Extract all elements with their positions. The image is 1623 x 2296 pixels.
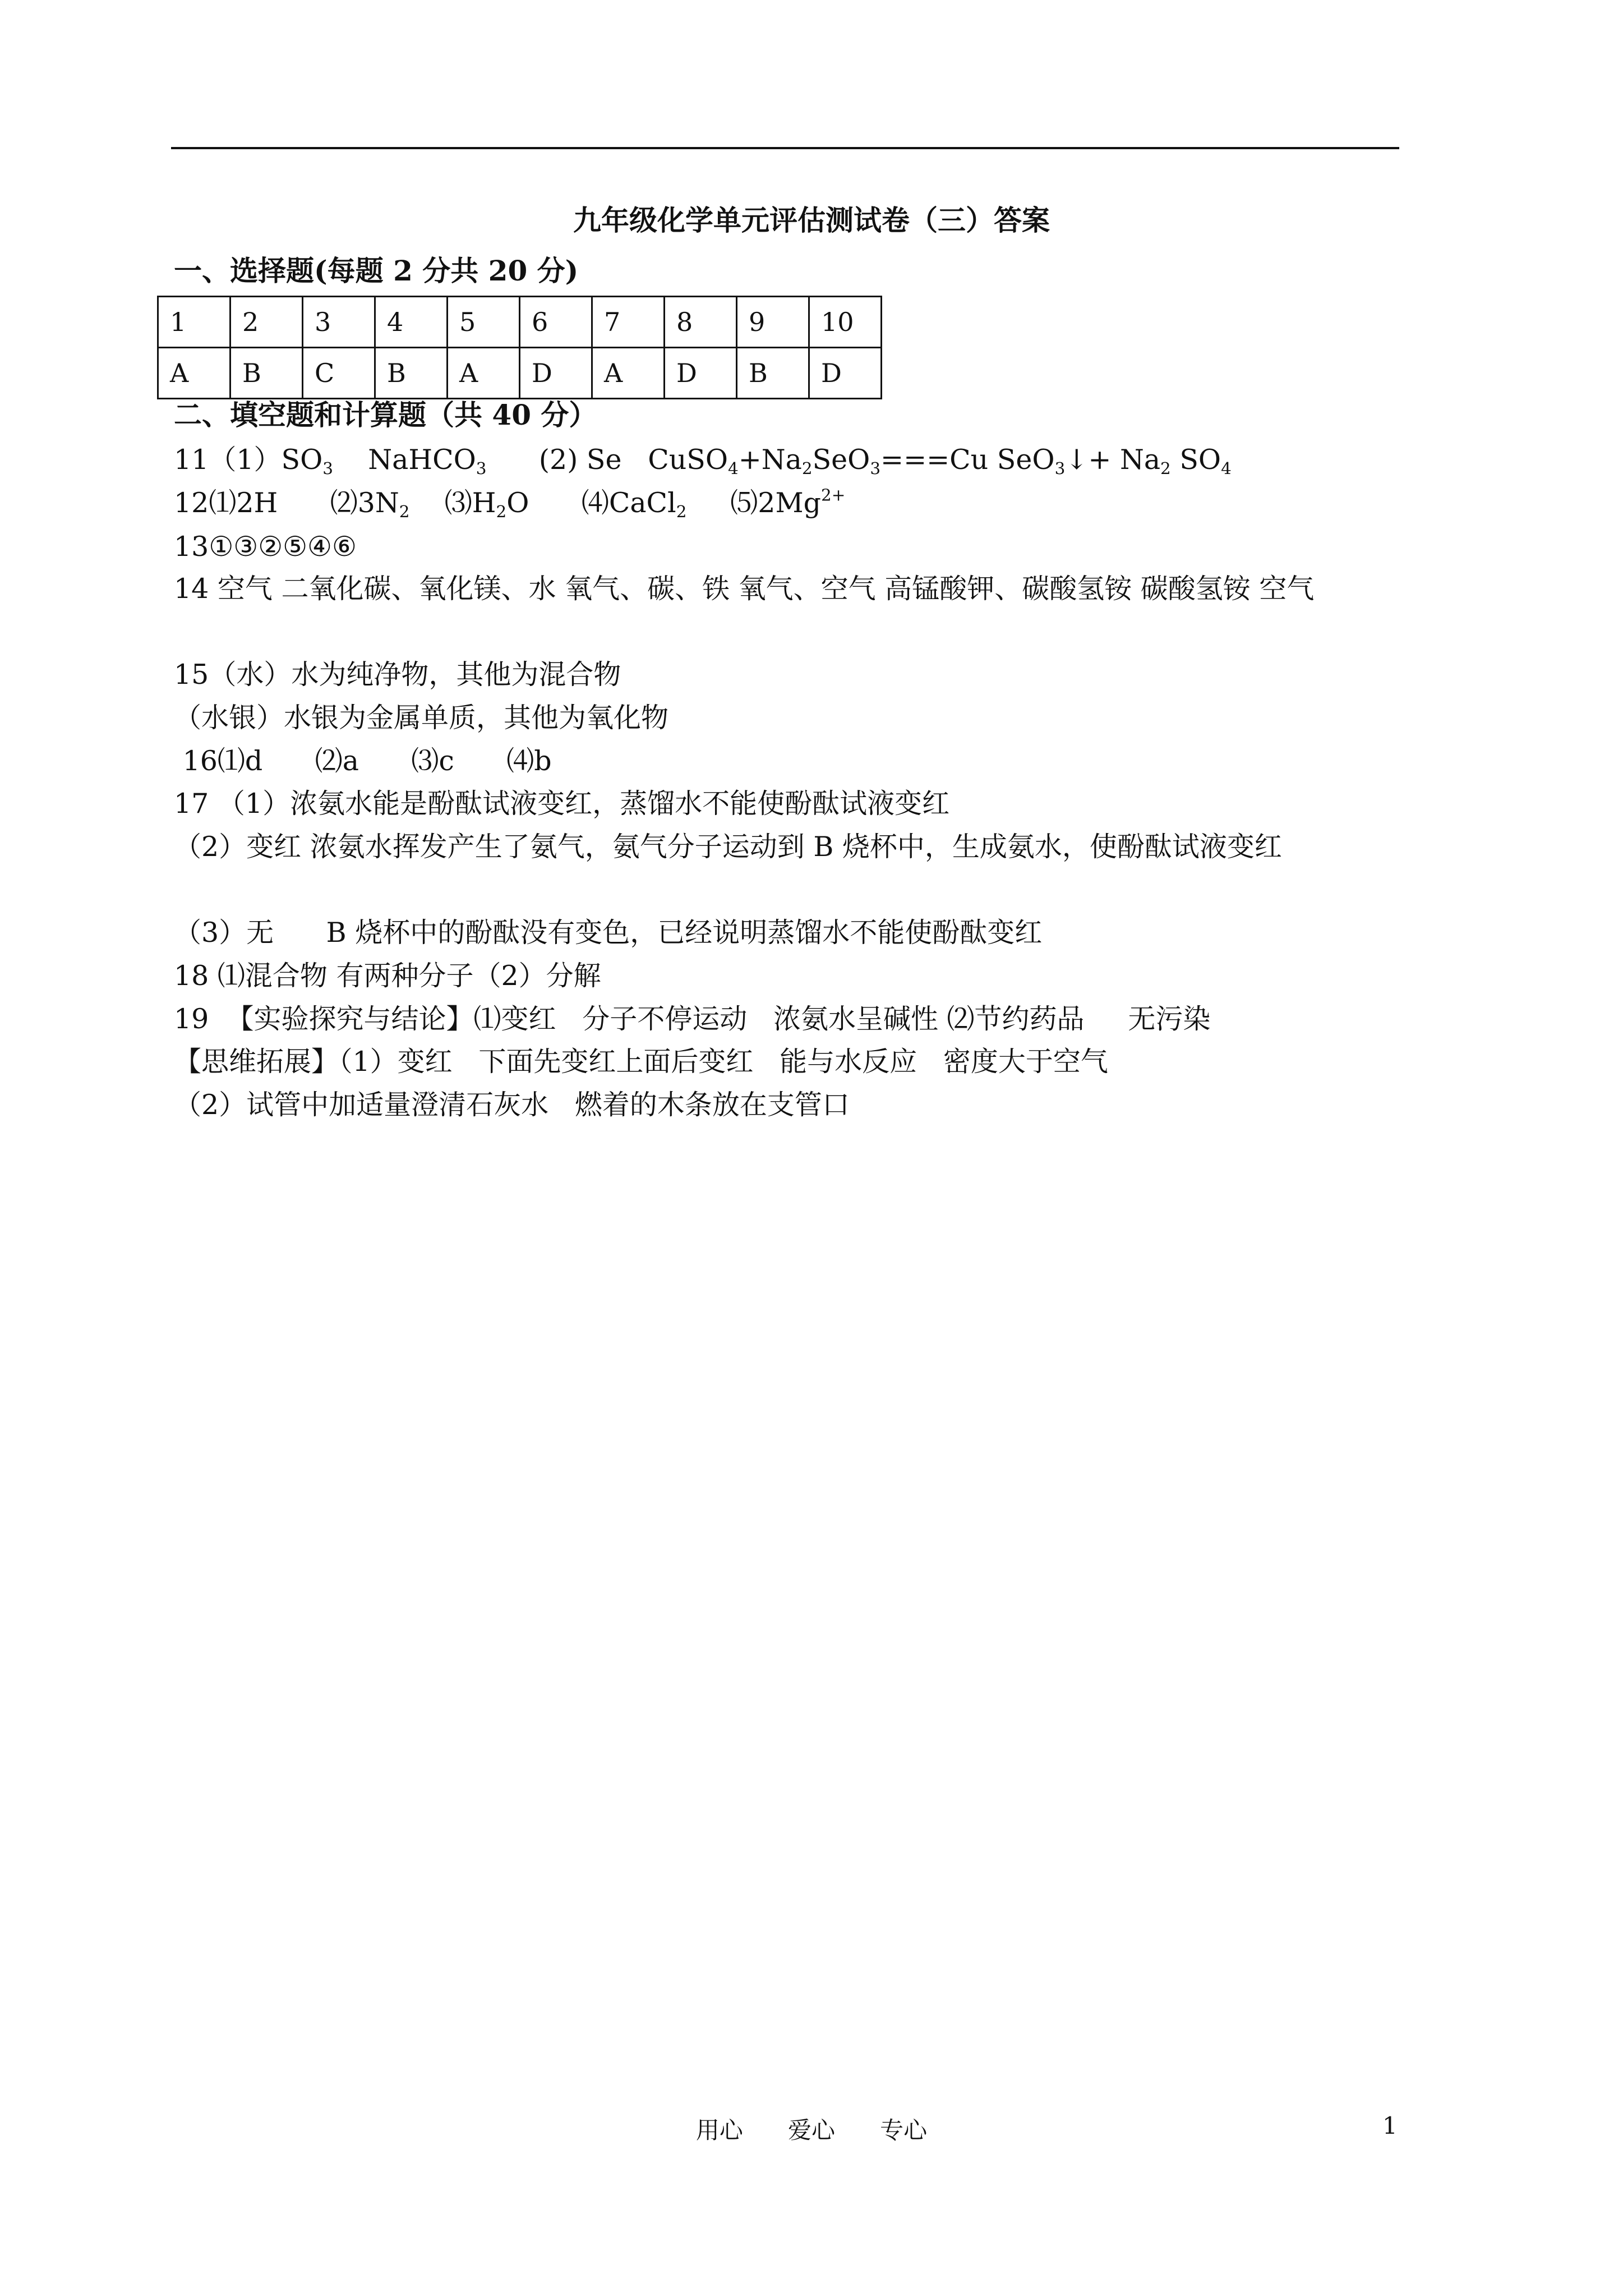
section-2-heading: 二、填空题和计算题（共 40 分） bbox=[174, 398, 597, 431]
text: 12⑴2H ⑵3N bbox=[174, 487, 399, 519]
table-row-numbers bbox=[158, 297, 882, 348]
table-cell: D bbox=[809, 348, 882, 399]
page-title: 九年级化学单元评估测试卷（三）答案 bbox=[573, 204, 1050, 237]
answer-13: 13①③②⑤④⑥ bbox=[174, 531, 357, 563]
text: ↓+ Na bbox=[1065, 444, 1161, 476]
table-cell: A bbox=[448, 348, 520, 399]
subscript: 3 bbox=[476, 458, 487, 478]
table-cell: 5 bbox=[448, 297, 520, 348]
table-cell: 9 bbox=[737, 297, 809, 348]
table-cell: 7 bbox=[592, 297, 665, 348]
table-cell: B bbox=[375, 348, 448, 399]
answer-15-b: （水银）水银为金属单质，其他为氧化物 bbox=[174, 702, 669, 734]
table-cell: D bbox=[520, 348, 592, 399]
table-cell: 2 bbox=[230, 297, 303, 348]
answer-11 bbox=[174, 440, 1232, 480]
subscript: 2 bbox=[801, 458, 813, 478]
subscript: 3 bbox=[870, 458, 881, 478]
table-cell: 6 bbox=[520, 297, 592, 348]
table-cell: 10 bbox=[809, 297, 882, 348]
table-cell: A bbox=[158, 348, 230, 399]
table-cell: C bbox=[303, 348, 375, 399]
text: ⑶H bbox=[409, 487, 496, 519]
answer-12 bbox=[174, 484, 845, 523]
page-footer: 用心 爱心 专心 bbox=[695, 2116, 928, 2144]
subscript: 3 bbox=[322, 458, 333, 478]
subscript: 2 bbox=[1160, 458, 1171, 478]
section-1-heading: 一、选择题(每题 2 分共 20 分) bbox=[174, 254, 579, 287]
table-cell: 3 bbox=[303, 297, 375, 348]
subscript: 4 bbox=[1221, 458, 1232, 478]
text: ⑸2Mg bbox=[686, 487, 822, 519]
text: (2) Se CuSO bbox=[486, 444, 728, 476]
table-cell: 4 bbox=[375, 297, 448, 348]
subscript: 2 bbox=[496, 501, 507, 521]
table-cell: B bbox=[230, 348, 303, 399]
subscript: 3 bbox=[1054, 458, 1066, 478]
table-row-answers bbox=[158, 348, 882, 399]
table-cell: 8 bbox=[665, 297, 737, 348]
superscript: 2+ bbox=[821, 485, 846, 505]
text: 11（1）SO bbox=[174, 444, 323, 476]
text: SeO bbox=[812, 444, 870, 476]
page-number: 1 bbox=[1382, 2112, 1398, 2139]
answer-17-1: 17 （1）浓氨水能是酚酞试液变红，蒸馏水不能使酚酞试液变红 bbox=[174, 788, 950, 820]
answer-18: 18 ⑴混合物 有两种分子（2）分解 bbox=[174, 960, 601, 992]
answer-19-c: （2）试管中加适量澄清石灰水 燃着的木条放在支管口 bbox=[174, 1089, 850, 1121]
table-cell: B bbox=[737, 348, 809, 399]
answer-19-a: 19 【实验探究与结论】⑴变红 分子不停运动 浓氨水呈碱性 ⑵节约药品 无污染 bbox=[174, 1003, 1211, 1035]
text: +Na bbox=[738, 444, 802, 476]
answer-19-b: 【思维拓展】（1）变红 下面先变红上面后变红 能与水反应 密度大于空气 bbox=[174, 1046, 1108, 1078]
subscript: 4 bbox=[728, 458, 739, 478]
answer-table bbox=[157, 296, 882, 399]
answer-17-2: （2）变红 浓氨水挥发产生了氨气，氨气分子运动到 B 烧杯中，生成氨水，使酚酞试液变红 bbox=[174, 831, 1282, 863]
table-cell: 1 bbox=[158, 297, 230, 348]
answer-16: 16⑴d ⑵a ⑶c ⑷b bbox=[174, 745, 552, 777]
subscript: 2 bbox=[399, 501, 410, 521]
text: ===Cu SeO bbox=[880, 444, 1055, 476]
subscript: 2 bbox=[676, 501, 687, 521]
table-cell: A bbox=[592, 348, 665, 399]
answer-14: 14 空气 二氧化碳、氧化镁、水 氧气、碳、铁 氧气、空气 高锰酸钾、碳酸氢铵 碳酸氢铵 空气 bbox=[174, 573, 1315, 605]
table-cell: D bbox=[665, 348, 737, 399]
header-rule bbox=[171, 147, 1399, 149]
answer-17-3: （3）无 B 烧杯中的酚酞没有变色，已经说明蒸馏水不能使酚酞变红 bbox=[174, 917, 1043, 949]
text: SO bbox=[1170, 444, 1221, 476]
answer-15-a: 15（水）水为纯净物，其他为混合物 bbox=[174, 659, 621, 691]
text: NaHCO bbox=[333, 444, 476, 476]
text: O ⑷CaCl bbox=[506, 487, 676, 519]
